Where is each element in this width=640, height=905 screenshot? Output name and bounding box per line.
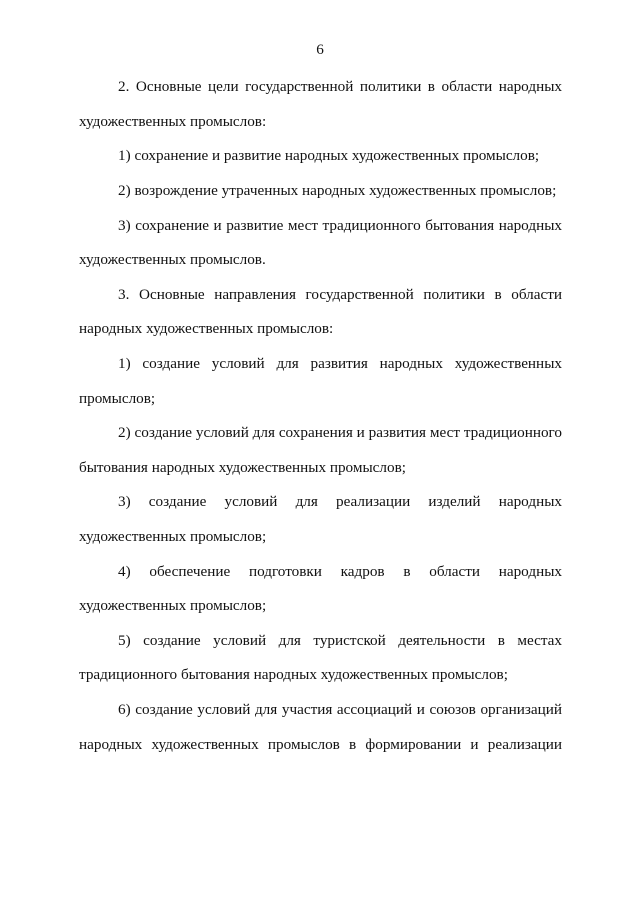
section-2-item-3-line-1: 3) сохранение и развитие мест традиционного бытования народных (118, 217, 562, 234)
section-3-item-1-line-2: промыслов; (79, 390, 156, 407)
section-2-heading-line-2: художественных промыслов: (79, 113, 267, 130)
section-3-item-5-line-1: 5) создание условий для туристской деятельности в местах (118, 632, 562, 649)
section-2-item-2: 2) возрождение утраченных народных художественных промыслов; (118, 182, 557, 199)
section-3-heading-line-2: народных художественных промыслов: (79, 320, 334, 337)
section-3-item-3-line-2: художественных промыслов; (79, 528, 267, 545)
section-3-item-6-line-2: народных художественных промыслов в формировании и реализации (79, 736, 562, 753)
section-3-item-2-line-2: бытования народных художественных промыслов; (79, 459, 406, 476)
section-2-item-3-line-2: художественных промыслов. (79, 251, 266, 268)
section-3-heading-line-1: 3. Основные направления государственной политики в области (118, 286, 562, 303)
section-3-item-6-line-1: 6) создание условий для участия ассоциаций и союзов организаций (118, 701, 562, 718)
section-3-item-1-line-1: 1) создание условий для развития народных художественных (118, 355, 562, 372)
page-number: 6 (316, 41, 324, 58)
section-2-item-1: 1) сохранение и развитие народных художественных промыслов; (118, 147, 540, 164)
section-3-item-4-line-2: художественных промыслов; (79, 597, 267, 614)
section-3-item-2-line-1: 2) создание условий для сохранения и развития мест традиционного (118, 424, 562, 441)
section-3-item-5-line-2: традиционного бытования народных художественных промыслов; (79, 666, 508, 683)
section-3-item-4-line-1: 4) обеспечение подготовки кадров в области народных (118, 563, 562, 580)
section-3-item-3-line-1: 3) создание условий для реализации изделий народных (118, 493, 562, 510)
section-2-heading-line-1: 2. Основные цели государственной политики в области народных (118, 78, 562, 95)
